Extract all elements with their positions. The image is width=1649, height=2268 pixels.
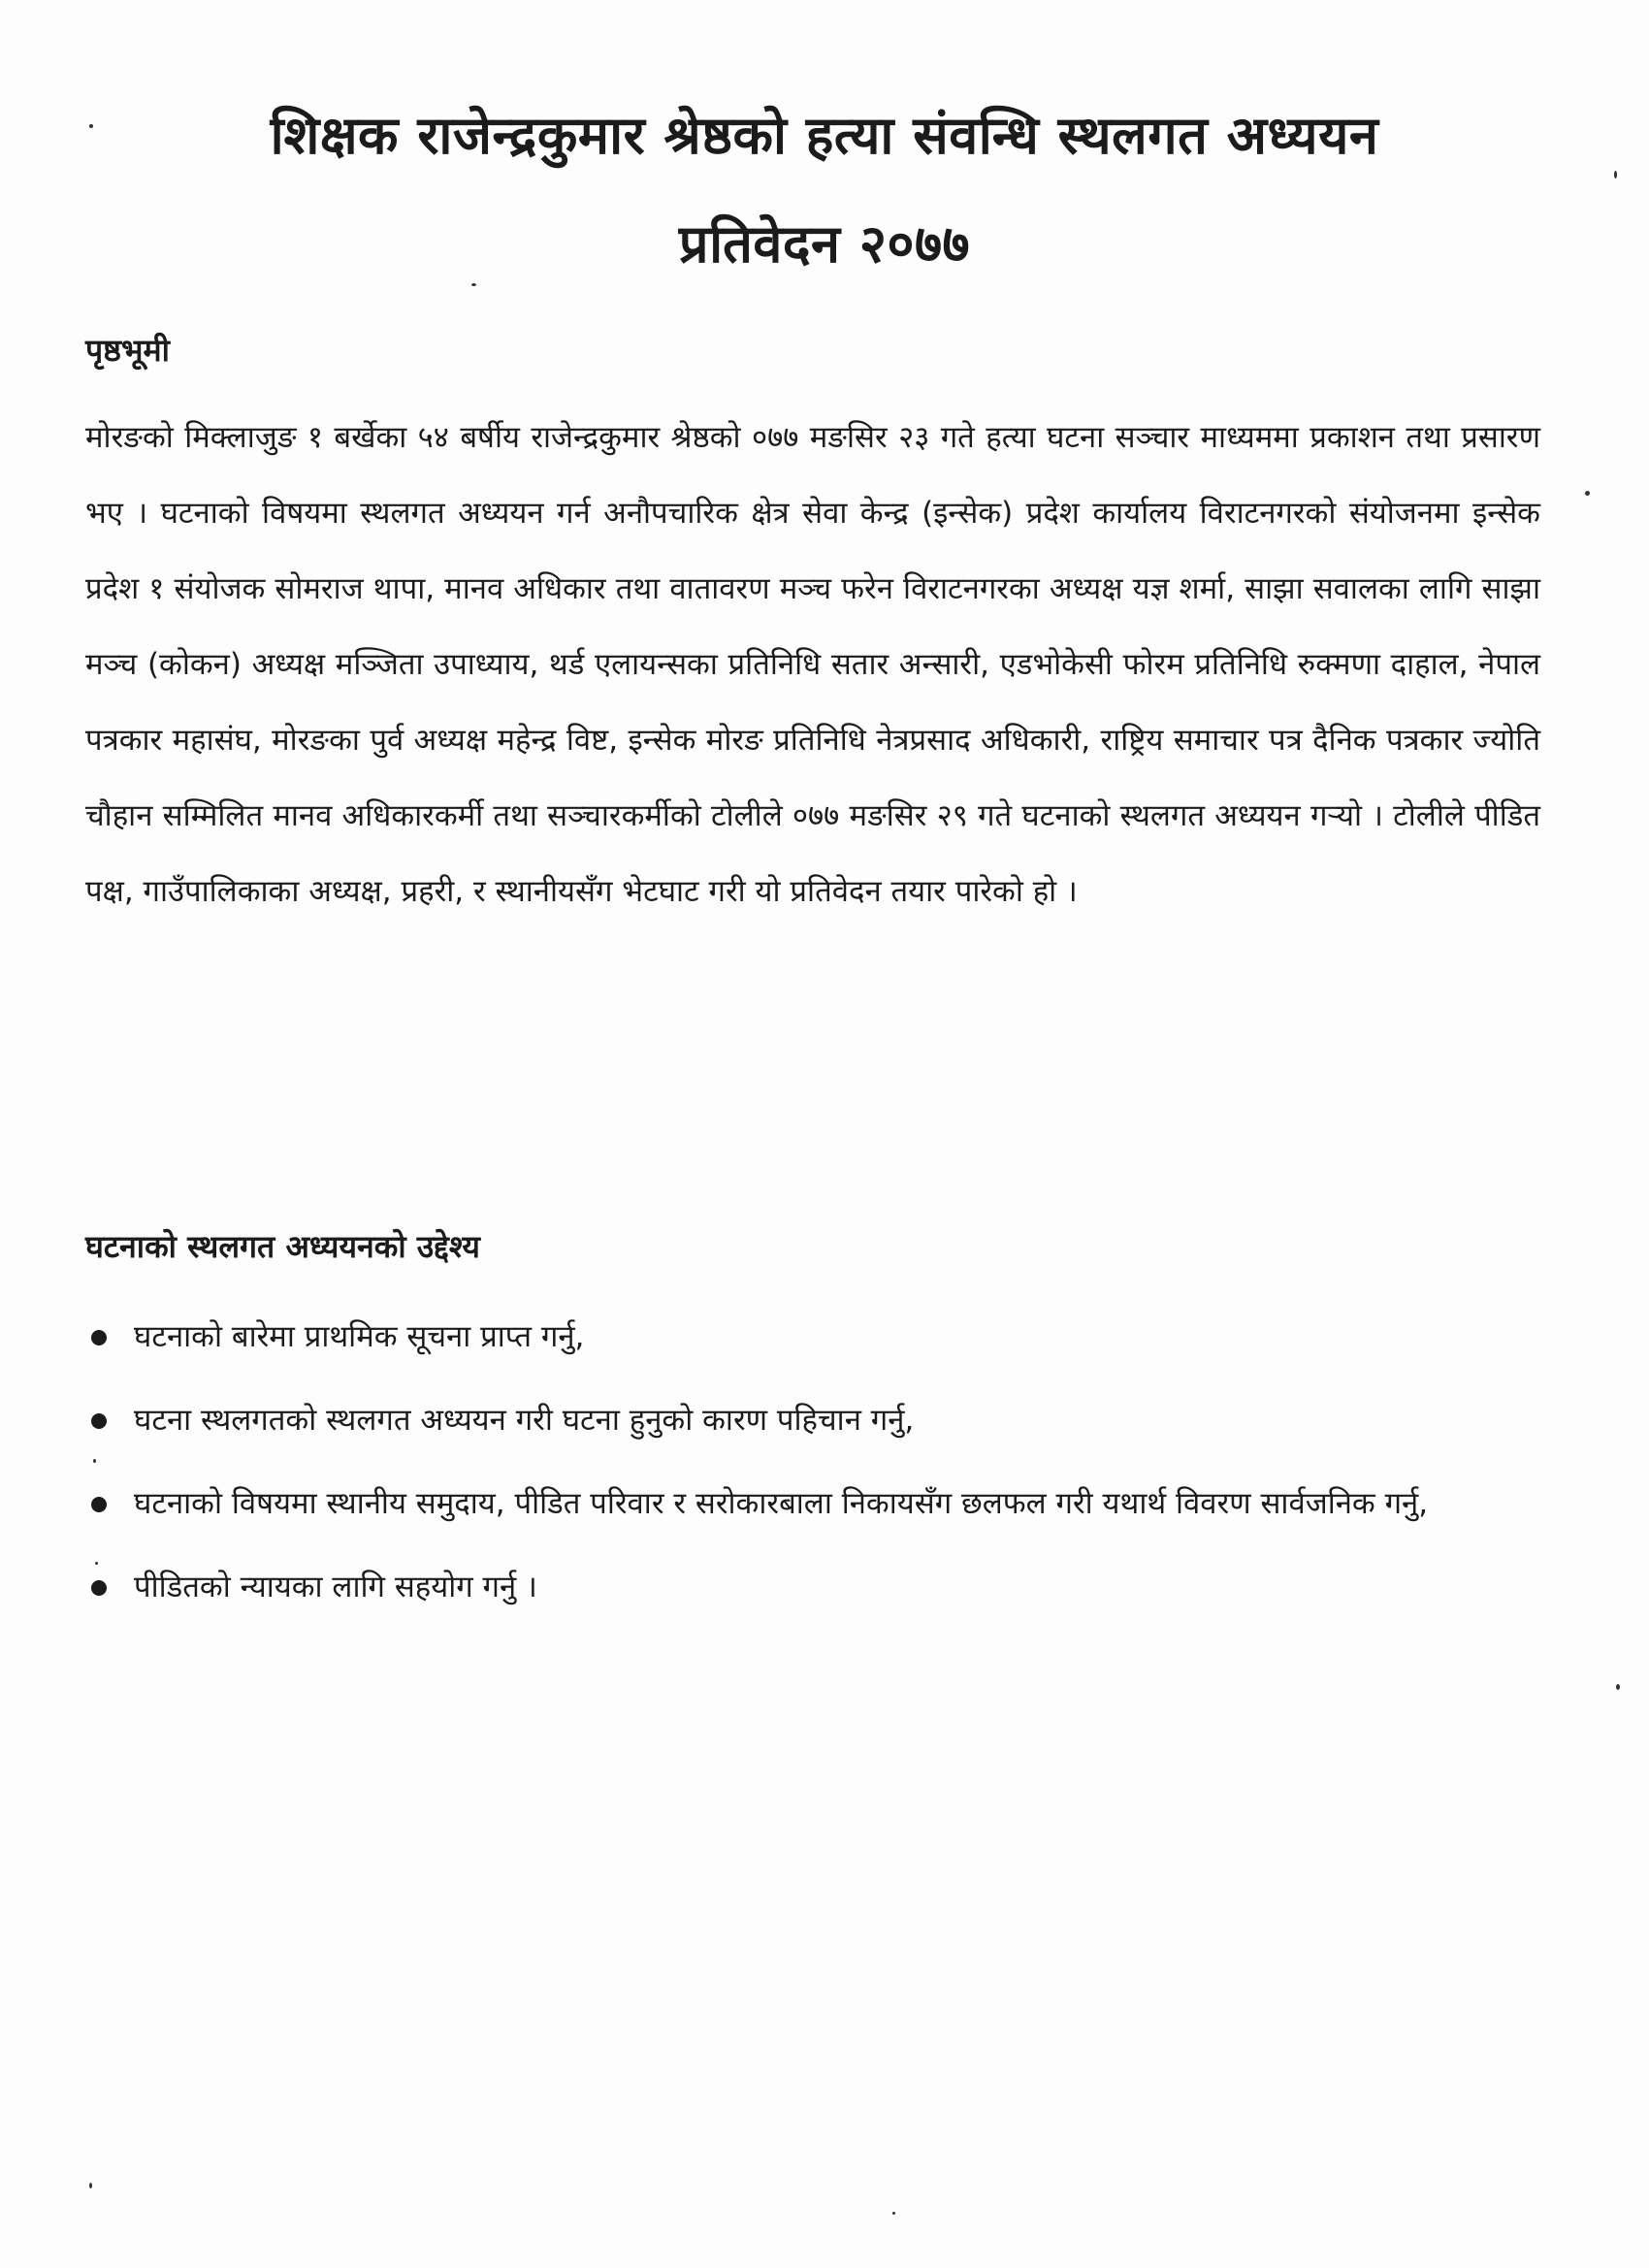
bullet-icon — [91, 1580, 107, 1596]
scan-speck — [1614, 171, 1617, 178]
list-item — [85, 1298, 1540, 1376]
scan-speck — [93, 1459, 96, 1463]
scan-speck — [892, 2212, 895, 2215]
list-item — [85, 1465, 1540, 1542]
list-item — [85, 1548, 1540, 1626]
scan-speck — [89, 2183, 92, 2188]
background-paragraph: मोरङको मिक्लाजुङ १ बर्खेका ५४ बर्षीय राजेन्द्रकुमार श्रेष्ठको ०७७ मङसिर २३ गते हत्या घटना सञ्चार माध्यममा प्रकाशन तथा प्रसारण भए । घटनाको विषयमा स्थलगत अध्ययन गर्न अनौपचारिक क्षेत्र सेवा केन्द्र (इन्सेक) प्रदेश कार्यालय विराटनगरको संयोजनमा इन्सेक प्रदेश १ संयोजक सोमराज थापा, मानव अधिकार तथा वातावरण मञ्च फरेन विराटनगरका अध्यक्ष यज्ञ शर्मा, साझा सवालका लागि साझा मञ्च (कोकन) अध्यक्ष मञ्जिता उपाध्याय, थर्ड एलायन्सका प्रतिनिधि सतार अन्सारी, एडभोकेसी फोरम प्रतिनिधि रुक्मणा दाहाल, नेपाल पत्रकार महासंघ, मोरङका पुर्व अध्यक्ष महेन्द्र विष्ट, इन्सेक मोरङ प्रतिनिधि नेत्रप्रसाद अधिकारी, राष्ट्रिय समाचार पत्र दैनिक पत्रकार ज्योति चौहान सम्मिलित मानव अधिकारकर्मी तथा सञ्चारकर्मीको टोलीले ०७७ मङसिर २९ गते घटनाको स्थलगत अध्ययन गऱ्यो । टोलीले पीडित पक्ष, गाउँपालिकाका अध्यक्ष, प्रहरी, र स्थानीयसँग भेटघाट गरी यो प्रतिवेदन तयार पारेको हो । — [85, 420, 1540, 909]
objective-text: पीडितको न्यायका लागि सहयोग गर्नु । — [134, 1570, 537, 1604]
bullet-icon — [91, 1330, 107, 1345]
bullet-icon — [91, 1497, 107, 1512]
scan-speck — [1585, 491, 1590, 496]
bullet-icon — [91, 1413, 107, 1429]
background-heading: पृष्ठभूमी — [85, 332, 170, 369]
objectives-list — [85, 1298, 1540, 1632]
objective-text: घटनाको बारेमा प्राथमिक सूचना प्राप्त गर्नु, — [134, 1319, 585, 1354]
scan-speck — [95, 1562, 98, 1565]
objective-text: घटना स्थलगतको स्थलगत अध्ययन गरी घटना हुनुको कारण पहिचान गर्नु, — [134, 1403, 915, 1438]
list-item — [85, 1381, 1540, 1459]
scan-speck — [89, 124, 93, 128]
objectives-heading: घटनाको स्थलगत अध्ययनको उद्देश्य — [85, 1228, 480, 1265]
objective-text: घटनाको विषयमा स्थानीय समुदाय, पीडित परिवार र सरोकारबाला निकायसँग छलफल गरी यथार्थ विवरण सार्वजनिक गर्नु, — [134, 1486, 1429, 1521]
document-title-line-1: शिक्षक राजेन्द्रकुमार श्रेष्ठको हत्या संवन्धि स्थलगत अध्ययन — [270, 105, 1379, 166]
document-title-line-2: प्रतिवेदन २०७७ — [678, 213, 971, 275]
scan-speck — [1616, 1684, 1620, 1690]
scan-speck — [471, 283, 476, 286]
